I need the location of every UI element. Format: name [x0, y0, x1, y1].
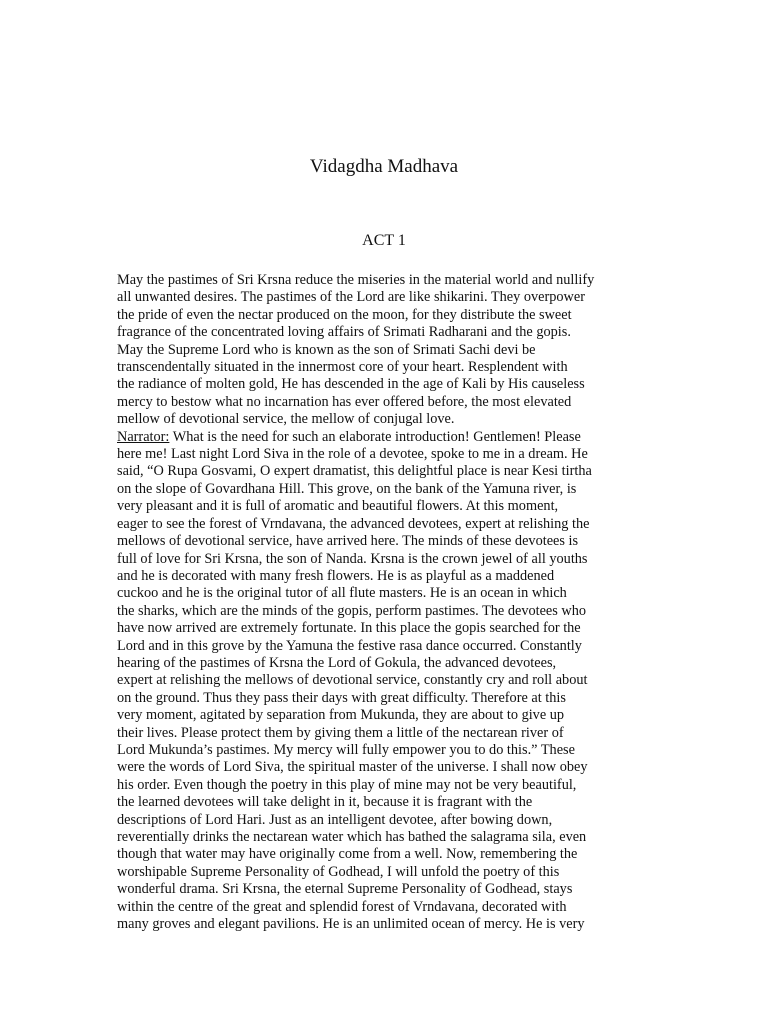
text-line: have now arrived are extremely fortunate. In this place the gopis searched for the	[117, 620, 581, 637]
text-line: all unwanted desires. The pastimes of the Lord are like shikarini. They overpower	[117, 289, 585, 306]
text-line: said, “O Rupa Gosvami, O expert dramatist, this delightful place is near Kesi tirtha	[117, 463, 592, 480]
text-line: reverentially drinks the nectarean water which has bathed the salagrama sila, even	[117, 829, 587, 845]
text-line: were the words of Lord Siva, the spiritual master of the universe. I shall now obey	[117, 759, 588, 776]
text-line: May the Supreme Lord who is known as the son of Srimati Sachi devi be	[117, 341, 536, 358]
text-line: Lord and in this grove by the Yamuna the festive rasa dance occurred. Constantly	[117, 637, 582, 654]
speaker-line	[117, 429, 662, 446]
text-line: on the slope of Govardhana Hill. This grove, on the bank of the Yamuna river, is	[117, 480, 577, 497]
text-line: mellow of devotional service, the mellow of conjugal love.	[117, 411, 455, 428]
speaker-line-text: What is the need for such an elaborate introduction! Gentlemen! Please	[169, 428, 581, 445]
text-line: within the centre of the great and splendid forest of Vrndavana, decorated with	[117, 898, 567, 915]
text-line: full of love for Sri Krsna, the son of Nanda. Krsna is the crown jewel of all youths	[117, 550, 588, 567]
text-line: wonderful drama. Sri Krsna, the eternal Supreme Personality of Godhead, stays	[117, 881, 573, 898]
text-line: worshipable Supreme Personality of Godhead, I will unfold the poetry of this	[117, 863, 560, 880]
text-line: their lives. Please protect them by giving them a little of the nectarean river of	[117, 724, 564, 741]
text-line: mellows of devotional service, have arrived here. The minds of these devotees is	[117, 533, 579, 550]
text-line: expert at relishing the mellows of devotional service, constantly cry and roll about	[117, 672, 588, 689]
text-line: the radiance of molten gold, He has descended in the age of Kali by His causeless	[117, 376, 585, 393]
text-line: the pride of even the nectar produced on the moon, for they distribute the sweet	[117, 306, 572, 323]
text-line: mercy to bestow what no incarnation has ever offered before, the most elevated	[117, 393, 572, 410]
text-line: hearing of the pastimes of Krsna the Lord of Gokula, the advanced devotees,	[117, 654, 557, 671]
text-line: transcendentally situated in the innermost core of your heart. Resplendent with	[117, 359, 568, 376]
text-line: here me! Last night Lord Siva in the role of a devotee, spoke to me in a dream. He	[117, 446, 588, 463]
text-line: cuckoo and he is the original tutor of all flute masters. He is an ocean in which	[117, 585, 567, 602]
text-line: on the ground. Thus they pass their days with great difficulty. Therefore at this	[117, 689, 566, 706]
act-heading: ACT 1	[362, 232, 406, 249]
text-line: Lord Mukunda’s pastimes. My mercy will fully empower you to do this.” These	[117, 741, 575, 758]
document-title: Vidagdha Madhava	[309, 156, 459, 177]
text-line: the sharks, which are the minds of the gopis, perform pastimes. The devotees who	[117, 602, 587, 619]
text-line: descriptions of Lord Hari. Just as an intelligent devotee, after bowing down,	[117, 811, 553, 828]
text-line: his order. Even though the poetry in this play of mine may not be very beautiful,	[117, 776, 577, 793]
speaker-label: Narrator:	[117, 428, 170, 445]
body-text	[117, 272, 662, 933]
text-line: very pleasant and it is full of aromatic and beautiful flowers. At this moment,	[117, 498, 559, 515]
text-line: the learned devotees will take delight in it, because it is fragrant with the	[117, 794, 533, 811]
text-line: and he is decorated with many fresh flowers. He is as playful as a maddened	[117, 567, 555, 584]
text-line: fragrance of the concentrated loving affairs of Srimati Radharani and the gopis.	[117, 324, 571, 341]
text-line: eager to see the forest of Vrndavana, the advanced devotees, expert at relishing the	[117, 515, 590, 532]
text-line: many groves and elegant pavilions. He is an unlimited ocean of mercy. He is very	[117, 916, 585, 933]
text-line: though that water may have originally come from a well. Now, remembering the	[117, 846, 578, 863]
text-line: May the pastimes of Sri Krsna reduce the miseries in the material world and nullify	[117, 272, 595, 288]
text-line: very moment, agitated by separation from Mukunda, they are about to give up	[117, 707, 565, 724]
